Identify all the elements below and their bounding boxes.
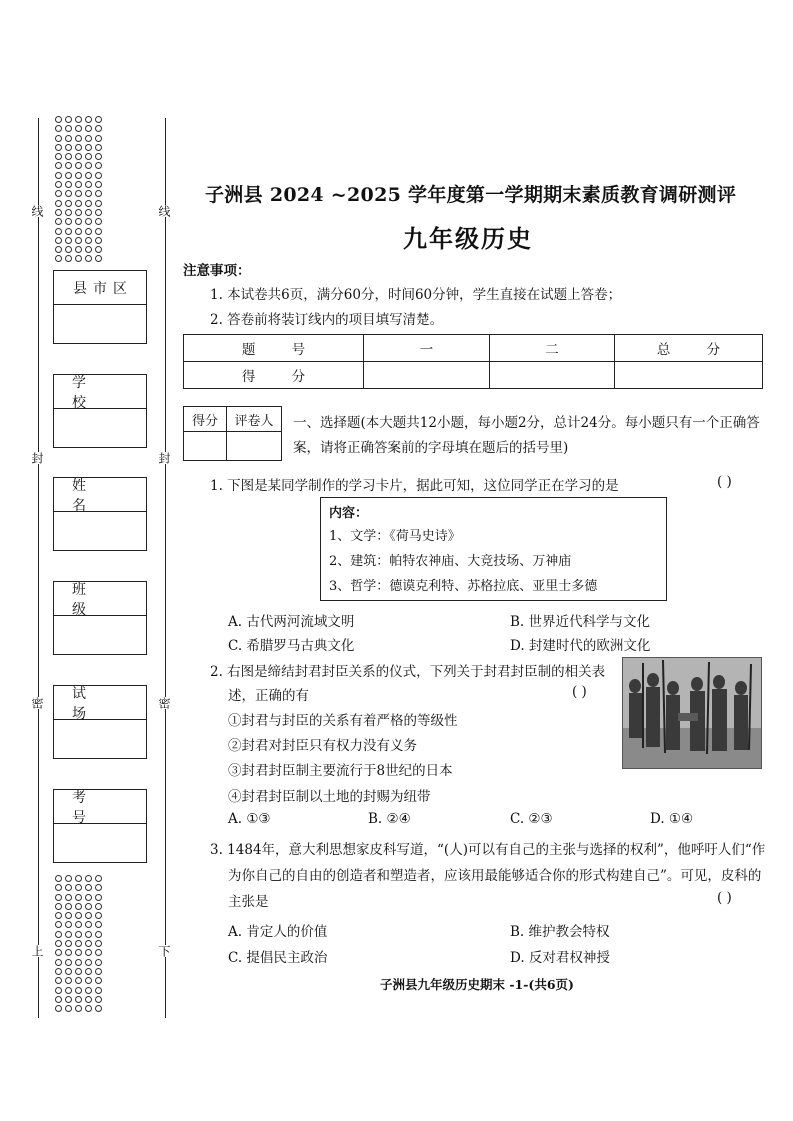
question-3-line-3: 主张是 xyxy=(228,894,269,910)
binding-dot xyxy=(75,237,82,244)
exam-subtitle: 九年级历史 xyxy=(403,224,533,253)
binding-dot xyxy=(85,135,92,142)
binding-dot xyxy=(75,875,82,882)
binding-dot xyxy=(75,200,82,207)
binding-dot xyxy=(95,987,102,994)
side-char-mi-right: 密 xyxy=(157,697,171,709)
binding-dot xyxy=(95,144,102,151)
binding-dot xyxy=(95,903,102,910)
option-b[interactable]: B. ②④ xyxy=(368,811,411,827)
score-row-label: 得 分 xyxy=(184,362,364,389)
binding-dot xyxy=(65,228,72,235)
binding-dot xyxy=(55,162,62,169)
binding-dot xyxy=(85,931,92,938)
statement-4: ④封君封臣制以土地的封赐为纽带 xyxy=(228,789,431,805)
binding-dot xyxy=(55,172,62,179)
binding-dot xyxy=(65,190,72,197)
card-line: 2、建筑：帕特农神庙、大竞技场、万神庙 xyxy=(329,554,572,569)
binding-dot xyxy=(65,894,72,901)
binding-dot xyxy=(65,200,72,207)
option-c[interactable]: C. 提倡民主政治 xyxy=(228,950,328,966)
binding-dot xyxy=(65,921,72,928)
binding-dot xyxy=(55,209,62,216)
binding-dot xyxy=(65,237,72,244)
info-label: 姓 名 xyxy=(54,478,146,512)
option-c[interactable]: C. ②③ xyxy=(510,811,553,827)
binding-dot xyxy=(85,190,92,197)
answer-parentheses[interactable]: ( ) xyxy=(717,474,732,490)
binding-dot xyxy=(55,218,62,225)
card-line: 1、文学：《荷马史诗》 xyxy=(329,529,461,544)
binding-dot xyxy=(75,209,82,216)
grader-score-label: 得分 xyxy=(184,407,227,432)
binding-dot xyxy=(75,135,82,142)
binding-dot xyxy=(95,228,102,235)
binding-dot xyxy=(85,903,92,910)
binding-dot xyxy=(55,228,62,235)
binding-dot xyxy=(95,255,102,262)
binding-dot xyxy=(55,190,62,197)
score-header-cell: 题 号 xyxy=(184,335,364,362)
binding-dot xyxy=(85,1005,92,1012)
score-table xyxy=(183,334,763,389)
binding-dot xyxy=(75,931,82,938)
binding-dot xyxy=(95,959,102,966)
binding-dot xyxy=(85,894,92,901)
binding-dot xyxy=(85,200,92,207)
ceremony-illustration xyxy=(623,658,761,768)
binding-dot xyxy=(55,135,62,142)
binding-dot xyxy=(95,996,102,1003)
info-label: 试 场 xyxy=(54,686,146,720)
binding-dot xyxy=(65,959,72,966)
side-char-shang: 上 xyxy=(30,945,44,957)
section-1-instructions: 一、选择题(本大题共12小题，每小题2分，总计24分。每小题只有一个正确答 xyxy=(293,415,760,431)
binding-dot xyxy=(75,940,82,947)
exam-room-field[interactable] xyxy=(54,720,146,758)
binding-dot xyxy=(95,125,102,132)
side-char-xia: 下 xyxy=(157,945,171,957)
binding-dot xyxy=(65,968,72,975)
binding-dot xyxy=(65,903,72,910)
card-line: 3、哲学：德谟克利特、苏格拉底、亚里士多德 xyxy=(329,579,598,594)
binding-dot xyxy=(55,200,62,207)
binding-dot xyxy=(75,246,82,253)
option-a[interactable]: A. 古代两河流域文明 xyxy=(228,614,355,630)
binding-dot xyxy=(85,181,92,188)
binding-dot xyxy=(95,921,102,928)
info-label: 考 号 xyxy=(54,790,146,824)
grader-name-cell[interactable] xyxy=(227,432,282,461)
info-box-school xyxy=(53,374,147,448)
binding-dot xyxy=(85,884,92,891)
vassalage-ceremony-image xyxy=(622,657,762,769)
binding-dot xyxy=(55,875,62,882)
note-item: 2. 答卷前将装订线内的项目填写清楚。 xyxy=(210,312,444,328)
binding-dot xyxy=(65,1005,72,1012)
binding-dot xyxy=(75,218,82,225)
county-field[interactable] xyxy=(54,305,146,343)
binding-dot xyxy=(95,162,102,169)
binding-dot xyxy=(55,987,62,994)
binding-dot xyxy=(85,977,92,984)
option-d[interactable]: D. 反对君权神授 xyxy=(510,950,610,966)
question-3-line-2: 为你自己的自由的创造者和塑造者，应该用最能够适合你的形式构建自己”。可见，皮科的 xyxy=(228,868,762,884)
binding-dot xyxy=(85,959,92,966)
binding-dot xyxy=(65,884,72,891)
binding-dot xyxy=(85,116,92,123)
option-c[interactable]: C. 希腊罗马古典文化 xyxy=(228,638,355,654)
binding-dot xyxy=(95,172,102,179)
binding-dot xyxy=(65,181,72,188)
binding-dot xyxy=(95,884,102,891)
answer-parentheses[interactable]: ( ) xyxy=(717,890,732,906)
binding-dot xyxy=(85,949,92,956)
binding-dot xyxy=(95,931,102,938)
page-footer: 子洲县九年级历史期末 -1-(共6页) xyxy=(380,977,574,992)
side-char-mi-left: 密 xyxy=(30,697,44,709)
binding-dot xyxy=(95,153,102,160)
binding-dot xyxy=(75,1005,82,1012)
binding-dot xyxy=(95,200,102,207)
binding-dot xyxy=(95,237,102,244)
binding-dot xyxy=(55,968,62,975)
binding-dot xyxy=(75,987,82,994)
grader-score-cell[interactable] xyxy=(184,432,227,461)
binding-dot xyxy=(95,940,102,947)
binding-dot xyxy=(65,875,72,882)
binding-dot xyxy=(55,903,62,910)
score-cell[interactable] xyxy=(615,362,763,389)
binding-dot xyxy=(65,144,72,151)
answer-parentheses[interactable]: ( ) xyxy=(572,684,587,700)
statement-3: ③封君封臣制主要流行于8世纪的日本 xyxy=(228,763,453,779)
binding-dot xyxy=(55,912,62,919)
binding-dot xyxy=(85,172,92,179)
binding-dot xyxy=(85,228,92,235)
option-d[interactable]: D. ①④ xyxy=(650,811,694,827)
section-1-instructions-cont: 案，请将正确答案前的字母填在题后的括号里) xyxy=(293,440,569,456)
info-box-name xyxy=(53,477,147,551)
binding-dot xyxy=(75,903,82,910)
binding-dot xyxy=(75,977,82,984)
info-label: 县市区 xyxy=(54,271,146,305)
binding-dot xyxy=(65,987,72,994)
binding-dot xyxy=(65,116,72,123)
grader-name-label: 评卷人 xyxy=(227,407,282,432)
binding-dot xyxy=(75,996,82,1003)
binding-dot xyxy=(55,949,62,956)
info-label: 班 级 xyxy=(54,582,146,616)
binding-dot xyxy=(65,912,72,919)
binding-dot xyxy=(65,125,72,132)
binding-dot xyxy=(55,255,62,262)
binding-dot xyxy=(75,921,82,928)
binding-dot xyxy=(95,949,102,956)
binding-dot xyxy=(65,940,72,947)
binding-dot xyxy=(55,153,62,160)
binding-dot xyxy=(65,931,72,938)
score-cell[interactable] xyxy=(364,362,490,389)
binding-dot xyxy=(85,209,92,216)
binding-dot xyxy=(75,162,82,169)
side-char-feng-right: 封 xyxy=(157,452,171,464)
binding-dot xyxy=(85,968,92,975)
binding-dot xyxy=(85,246,92,253)
binding-dot xyxy=(75,144,82,151)
binding-dot xyxy=(85,875,92,882)
binding-dot xyxy=(95,894,102,901)
binding-dot xyxy=(55,246,62,253)
binding-dot xyxy=(85,921,92,928)
dot-grid-bottom xyxy=(55,875,105,1014)
binding-dot xyxy=(55,894,62,901)
binding-dot xyxy=(85,987,92,994)
side-char-feng-left: 封 xyxy=(30,452,44,464)
option-b[interactable]: B. 世界近代科学与文化 xyxy=(510,614,651,630)
binding-dot xyxy=(75,153,82,160)
binding-dot xyxy=(75,228,82,235)
grader-table xyxy=(183,406,282,461)
note-item: 1. 本试卷共6页，满分60分，时间60分钟，学生直接在试题上答卷； xyxy=(210,287,622,303)
binding-dot xyxy=(55,237,62,244)
binding-dot xyxy=(95,218,102,225)
binding-dot xyxy=(75,894,82,901)
binding-dot xyxy=(75,968,82,975)
side-char-xian-left: 线 xyxy=(30,205,44,217)
option-a[interactable]: A. ①③ xyxy=(228,811,271,827)
exam-number-field[interactable] xyxy=(54,824,146,862)
question-2-stem-cont: 述，正确的有 xyxy=(228,688,309,704)
binding-dot xyxy=(85,153,92,160)
binding-dot xyxy=(55,116,62,123)
right-cut-line xyxy=(165,118,166,1018)
info-box-class xyxy=(53,581,147,655)
binding-dot xyxy=(55,977,62,984)
binding-dot xyxy=(65,996,72,1003)
binding-dot xyxy=(75,912,82,919)
binding-dot xyxy=(95,875,102,882)
left-cut-line xyxy=(38,118,39,1018)
binding-dot xyxy=(95,181,102,188)
binding-dot xyxy=(95,190,102,197)
binding-dot xyxy=(75,255,82,262)
binding-dot xyxy=(65,153,72,160)
option-d[interactable]: D. 封建时代的欧洲文化 xyxy=(510,638,651,654)
class-field[interactable] xyxy=(54,616,146,654)
binding-dot xyxy=(75,190,82,197)
binding-dot xyxy=(95,209,102,216)
binding-dot xyxy=(85,996,92,1003)
option-b[interactable]: B. 维护教会特权 xyxy=(510,924,610,940)
binding-dot xyxy=(95,135,102,142)
binding-dot xyxy=(55,1005,62,1012)
binding-dot xyxy=(55,940,62,947)
exam-title: 子洲县 2024 ~2025 学年度第一学期期末素质教育调研测评 xyxy=(205,184,737,206)
binding-dot xyxy=(85,255,92,262)
binding-dot xyxy=(85,144,92,151)
notes-heading: 注意事项： xyxy=(183,263,251,279)
binding-dot xyxy=(65,246,72,253)
binding-dot xyxy=(85,940,92,947)
binding-dot xyxy=(75,172,82,179)
binding-dot xyxy=(75,884,82,891)
binding-dot xyxy=(65,977,72,984)
dot-grid-top xyxy=(55,116,105,265)
binding-dot xyxy=(95,977,102,984)
info-box-county xyxy=(53,270,147,344)
question-3-line-1: 3. 1484年，意大利思想家皮科写道，“(人)可以有自己的主张与选择的权利”，他呼吁人们“作 xyxy=(210,842,766,858)
binding-dot xyxy=(65,218,72,225)
question-2-stem: 2. 右图是缔结封君封臣关系的仪式，下列关于封君封臣制的相关表 xyxy=(210,664,606,680)
binding-dot xyxy=(65,172,72,179)
binding-dot xyxy=(55,931,62,938)
binding-dot xyxy=(55,125,62,132)
card-heading: 内容： xyxy=(329,506,369,521)
option-a[interactable]: A. 肯定人的价值 xyxy=(228,924,328,940)
question-1-stem: 1. 下图是某同学制作的学习卡片，据此可知，这位同学正在学习的是 xyxy=(210,478,619,494)
binding-dot xyxy=(55,144,62,151)
score-cell[interactable] xyxy=(490,362,615,389)
score-header-cell: 一 xyxy=(364,335,490,362)
school-field[interactable] xyxy=(54,409,146,447)
binding-dot xyxy=(85,912,92,919)
binding-dot xyxy=(55,959,62,966)
binding-dot xyxy=(65,162,72,169)
binding-dot xyxy=(85,125,92,132)
binding-dot xyxy=(55,884,62,891)
binding-dot xyxy=(95,912,102,919)
binding-dot xyxy=(65,135,72,142)
binding-dot xyxy=(95,116,102,123)
binding-dot xyxy=(95,1005,102,1012)
binding-dot xyxy=(55,921,62,928)
name-field[interactable] xyxy=(54,512,146,550)
binding-dot xyxy=(85,162,92,169)
binding-dot xyxy=(55,181,62,188)
binding-dot xyxy=(85,237,92,244)
info-label: 学 校 xyxy=(54,375,146,409)
binding-dot xyxy=(75,949,82,956)
info-box-exam-number xyxy=(53,789,147,863)
binding-dot xyxy=(75,116,82,123)
binding-dot xyxy=(65,255,72,262)
binding-dot xyxy=(65,949,72,956)
score-header-cell: 二 xyxy=(490,335,615,362)
info-box-exam-room xyxy=(53,685,147,759)
binding-dot xyxy=(95,246,102,253)
study-card xyxy=(320,497,667,601)
statement-2: ②封君对封臣只有权力没有义务 xyxy=(228,738,417,754)
statement-1: ①封君与封臣的关系有着严格的等级性 xyxy=(228,713,458,729)
binding-dot xyxy=(85,218,92,225)
binding-dot xyxy=(75,125,82,132)
binding-dot xyxy=(65,209,72,216)
binding-dot xyxy=(95,968,102,975)
binding-dot xyxy=(55,996,62,1003)
binding-dot xyxy=(75,181,82,188)
score-header-cell: 总 分 xyxy=(615,335,763,362)
binding-dot xyxy=(75,959,82,966)
side-char-xian-right: 线 xyxy=(157,205,171,217)
